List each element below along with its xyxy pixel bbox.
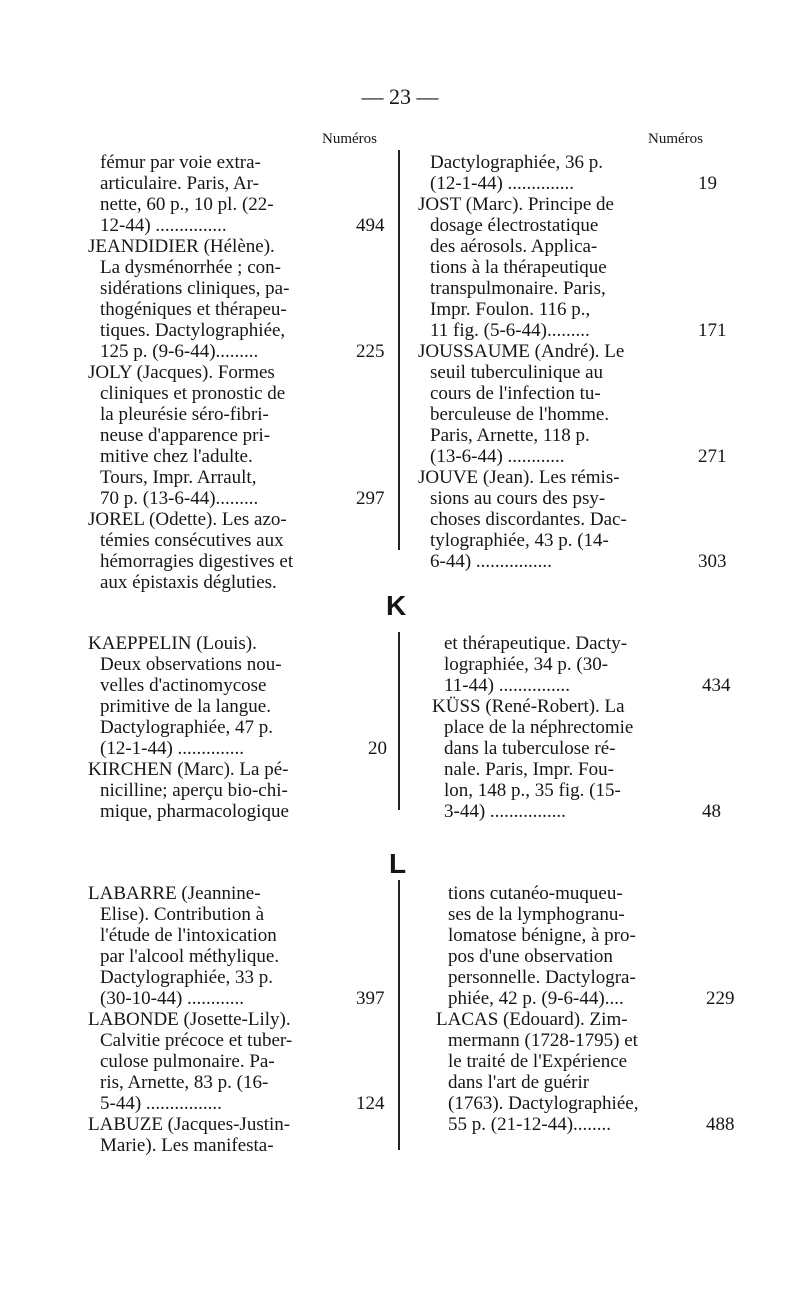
entry-text: Dactylographiée, 36 p.: [430, 152, 604, 173]
entry-text: culose pulmonaire. Pa-: [100, 1051, 275, 1072]
entry-line: [418, 320, 727, 341]
entry-line: [418, 278, 718, 299]
entry-line: [88, 925, 388, 946]
entry-line: [88, 467, 378, 488]
entry-number: 20: [368, 738, 387, 759]
entry-line: [432, 759, 722, 780]
entry-text: (30-10-44) ............: [100, 988, 245, 1009]
entry-text: (13-6-44) ............: [430, 446, 565, 467]
entry-text: des aérosols. Applica-: [430, 236, 598, 257]
entry-line: [418, 467, 718, 488]
entry-number: 397: [356, 988, 385, 1009]
entries-k-left: [88, 633, 388, 822]
entry-text: LABARRE (Jeannine-: [88, 883, 261, 904]
entry-line: [88, 236, 378, 257]
entry-text: dans la tuberculose ré-: [444, 738, 616, 759]
entry-line: [436, 925, 726, 946]
entry-line: [418, 173, 718, 194]
entry-line: [418, 383, 718, 404]
index-entry: [436, 883, 735, 1009]
entry-text: tions cutanéo-muqueu-: [448, 883, 623, 904]
entry-text: hémorragies digestives et: [100, 551, 294, 572]
entry-text: Impr. Foulon. 116 p.,: [430, 299, 591, 320]
entry-line: [88, 717, 388, 738]
entry-line: [88, 530, 378, 551]
entries-k-right: [432, 633, 731, 822]
entry-line: [436, 946, 726, 967]
entries-l-right: [436, 883, 735, 1135]
entry-text: JOUSSAUME (André). Le: [418, 341, 625, 362]
entry-line: [88, 362, 378, 383]
index-entry: [88, 883, 388, 1009]
entry-text: sions au cours des psy-: [430, 488, 606, 509]
index-entry: [88, 509, 378, 593]
entry-line: [88, 215, 385, 236]
entry-number: 303: [698, 551, 727, 572]
entry-line: [436, 988, 735, 1009]
entry-line: [418, 509, 718, 530]
entry-number: 488: [706, 1114, 735, 1135]
entry-line: [88, 446, 378, 467]
entry-line: [88, 551, 378, 572]
entry-line: [418, 446, 727, 467]
entry-text: KIRCHEN (Marc). La pé-: [88, 759, 289, 780]
entry-text: Paris, Arnette, 118 p.: [430, 425, 590, 446]
entry-number: 434: [702, 675, 731, 696]
entry-line: [88, 404, 378, 425]
page-number: — 23 —: [361, 84, 439, 109]
index-entry: [432, 696, 722, 822]
entry-number: 19: [698, 173, 717, 194]
entry-line: [88, 320, 378, 341]
entry-text: (12-1-44) ..............: [100, 738, 245, 759]
entry-text: par l'alcool méthylique.: [100, 946, 280, 967]
entry-line: [88, 509, 378, 530]
index-entry: [88, 1114, 388, 1156]
index-entry: [88, 633, 388, 759]
entry-line: [88, 967, 388, 988]
entry-text: (1763). Dactylographiée,: [448, 1093, 639, 1114]
entry-number: 124: [356, 1093, 385, 1114]
entry-line: [432, 780, 722, 801]
entry-number: 271: [698, 446, 727, 467]
entry-line: [432, 738, 722, 759]
entry-line: [88, 1093, 388, 1114]
index-entry: [418, 152, 718, 194]
entry-line: [88, 633, 388, 654]
entry-text: LACAS (Edouard). Zim-: [436, 1009, 628, 1030]
entry-line: [436, 1009, 726, 1030]
entry-line: [88, 738, 388, 759]
column-rule-l: [398, 880, 400, 1150]
column-rule-j: [398, 150, 400, 550]
entry-text: tylographiée, 43 p. (14-: [430, 530, 609, 551]
entry-line: [418, 215, 718, 236]
entry-text: articulaire. Paris, Ar-: [100, 173, 259, 194]
entry-line: [88, 696, 388, 717]
entry-text: LABONDE (Josette-Lily).: [88, 1009, 291, 1030]
entry-text: cliniques et pronostic de: [100, 383, 286, 404]
entry-text: la pleurésie séro-fibri-: [100, 404, 269, 425]
entry-text: neuse d'apparence pri-: [100, 425, 271, 446]
entry-text: transpulmonaire. Paris,: [430, 278, 606, 299]
entry-text: (12-1-44) ..............: [430, 173, 575, 194]
section-letter-l: L: [389, 848, 407, 879]
entry-text: fémur par voie extra-: [100, 152, 261, 173]
entry-line: [418, 257, 718, 278]
index-entry: [88, 152, 385, 236]
entry-text: KÜSS (René-Robert). La: [432, 696, 625, 717]
entry-line: [436, 1093, 726, 1114]
entry-line: [88, 654, 388, 675]
entry-text: 55 p. (21-12-44)........: [448, 1114, 612, 1135]
entry-line: [432, 801, 722, 822]
entry-text: témies consécutives aux: [100, 530, 284, 551]
entry-text: primitive de la langue.: [100, 696, 271, 717]
entry-line: [436, 883, 726, 904]
entry-text: velles d'actinomycose: [100, 675, 267, 696]
entry-text: Elise). Contribution à: [100, 904, 265, 925]
column-header-right: Numéros: [648, 131, 703, 147]
entry-text: l'étude de l'intoxication: [100, 925, 277, 946]
entry-number: 171: [698, 320, 727, 341]
entry-line: [88, 173, 378, 194]
entry-text: Tours, Impr. Arrault,: [100, 467, 257, 488]
entry-line: [88, 904, 388, 925]
entry-line: [88, 278, 378, 299]
entry-text: lographiée, 34 p. (30-: [444, 654, 609, 675]
entry-line: [432, 654, 722, 675]
entry-line: [432, 675, 731, 696]
entry-text: ris, Arnette, 83 p. (16-: [100, 1072, 269, 1093]
entry-text: 5-44) ................: [100, 1093, 222, 1114]
entry-line: [436, 1072, 726, 1093]
entry-text: mitive chez l'adulte.: [100, 446, 253, 467]
entry-text: sidérations cliniques, pa-: [100, 278, 290, 299]
entry-text: JOLY (Jacques). Formes: [88, 362, 275, 383]
entry-line: [88, 759, 388, 780]
entry-line: [88, 572, 378, 593]
entry-line: [88, 257, 378, 278]
entry-text: LABUZE (Jacques-Justin-: [88, 1114, 291, 1135]
index-entry: [88, 362, 385, 509]
entry-text: place de la néphrectomie: [444, 717, 634, 738]
entry-line: [432, 633, 722, 654]
entry-text: phiée, 42 p. (9-6-44)....: [448, 988, 624, 1009]
entry-line: [88, 1135, 388, 1156]
index-entry: [418, 341, 727, 467]
entry-text: JOREL (Odette). Les azo-: [88, 509, 287, 530]
entry-text: tions à la thérapeutique: [430, 257, 607, 278]
entries-l-left: [88, 883, 388, 1156]
entry-text: Calvitie précoce et tuber-: [100, 1030, 293, 1051]
entry-text: Deux observations nou-: [100, 654, 282, 675]
section-letter-k: K: [386, 590, 407, 621]
entry-text: pos d'une observation: [448, 946, 613, 967]
entry-line: [88, 1030, 388, 1051]
entry-text: cours de l'infection tu-: [430, 383, 601, 404]
index-entry: [88, 1009, 388, 1114]
entry-line: [88, 488, 385, 509]
entry-line: [418, 362, 718, 383]
entry-text: personnelle. Dactylogra-: [448, 967, 636, 988]
entry-line: [418, 152, 718, 173]
entry-text: dans l'art de guérir: [448, 1072, 590, 1093]
entry-line: [418, 530, 718, 551]
entry-line: [88, 194, 378, 215]
entry-line: [88, 675, 388, 696]
entry-line: [88, 425, 378, 446]
entry-line: [88, 1051, 388, 1072]
entry-line: [418, 488, 718, 509]
entry-line: [88, 1114, 388, 1135]
entry-text: le traité de l'Expérience: [448, 1051, 628, 1072]
entry-line: [88, 299, 378, 320]
entry-text: 11 fig. (5-6-44).........: [430, 320, 590, 341]
entry-text: JOST (Marc). Principe de: [418, 194, 614, 215]
entry-text: ses de la lymphogranu-: [448, 904, 625, 925]
entry-line: [432, 717, 722, 738]
entry-text: 3-44) ................: [444, 801, 566, 822]
entry-line: [88, 883, 388, 904]
entry-text: 6-44) ................: [430, 551, 552, 572]
entry-text: et thérapeutique. Dacty-: [444, 633, 628, 654]
entry-text: nette, 60 p., 10 pl. (22-: [100, 194, 274, 215]
entry-line: [418, 425, 718, 446]
entry-line: [88, 152, 378, 173]
entry-line: [88, 341, 385, 362]
entry-text: aux épistaxis dégluties.: [100, 572, 277, 593]
entry-line: [88, 1072, 388, 1093]
entry-line: [436, 967, 726, 988]
entry-text: 11-44) ...............: [444, 675, 570, 696]
entry-text: Marie). Les manifesta-: [100, 1135, 274, 1156]
entry-number: 48: [702, 801, 721, 822]
entry-line: [88, 1009, 388, 1030]
entry-line: [436, 1030, 726, 1051]
entry-line: [88, 780, 388, 801]
index-entry: [88, 236, 385, 362]
entry-text: seuil tuberculinique au: [430, 362, 604, 383]
entry-text: mermann (1728-1795) et: [448, 1030, 638, 1051]
entry-text: 125 p. (9-6-44).........: [100, 341, 259, 362]
entry-line: [436, 1114, 735, 1135]
entry-text: 12-44) ...............: [100, 215, 227, 236]
index-entry: [418, 194, 727, 341]
index-entry: [436, 1009, 735, 1135]
entries-top-left: [88, 152, 385, 593]
entry-text: dosage électrostatique: [430, 215, 599, 236]
column-header-left: Numéros: [322, 131, 377, 147]
entry-text: La dysménorrhée ; con-: [100, 257, 281, 278]
entry-text: mique, pharmacologique: [100, 801, 289, 822]
entry-number: 229: [706, 988, 735, 1009]
entry-text: tiques. Dactylographiée,: [100, 320, 286, 341]
index-entry: [432, 633, 731, 696]
entry-line: [418, 341, 718, 362]
entry-text: lon, 148 p., 35 fig. (15-: [444, 780, 621, 801]
entry-text: nale. Paris, Impr. Fou-: [444, 759, 614, 780]
entry-line: [418, 404, 718, 425]
entry-line: [88, 988, 388, 1009]
index-entry: [88, 759, 388, 822]
entry-number: 297: [356, 488, 385, 509]
entry-line: [418, 551, 727, 572]
entry-text: nicilline; aperçu bio-chi-: [100, 780, 288, 801]
entry-text: JOUVE (Jean). Les rémis-: [418, 467, 620, 488]
entry-text: KAEPPELIN (Louis).: [88, 633, 257, 654]
index-entry: [418, 467, 727, 572]
entry-text: 70 p. (13-6-44).........: [100, 488, 259, 509]
entry-line: [432, 696, 722, 717]
entry-line: [88, 946, 388, 967]
entry-text: lomatose bénigne, à pro-: [448, 925, 636, 946]
entries-top-right: [418, 152, 727, 572]
entry-line: [436, 904, 726, 925]
entry-text: thogéniques et thérapeu-: [100, 299, 287, 320]
entry-line: [418, 236, 718, 257]
entry-line: [88, 383, 378, 404]
entry-text: berculeuse de l'homme.: [430, 404, 610, 425]
entry-line: [418, 299, 718, 320]
entry-text: JEANDIDIER (Hélène).: [88, 236, 275, 257]
entry-text: choses discordantes. Dac-: [430, 509, 627, 530]
entry-line: [436, 1051, 726, 1072]
column-rule-k: [398, 632, 400, 810]
entry-text: Dactylographiée, 47 p.: [100, 717, 274, 738]
entry-number: 225: [356, 341, 385, 362]
entry-number: 494: [356, 215, 385, 236]
entry-line: [88, 801, 388, 822]
entry-line: [418, 194, 718, 215]
entry-text: Dactylographiée, 33 p.: [100, 967, 274, 988]
